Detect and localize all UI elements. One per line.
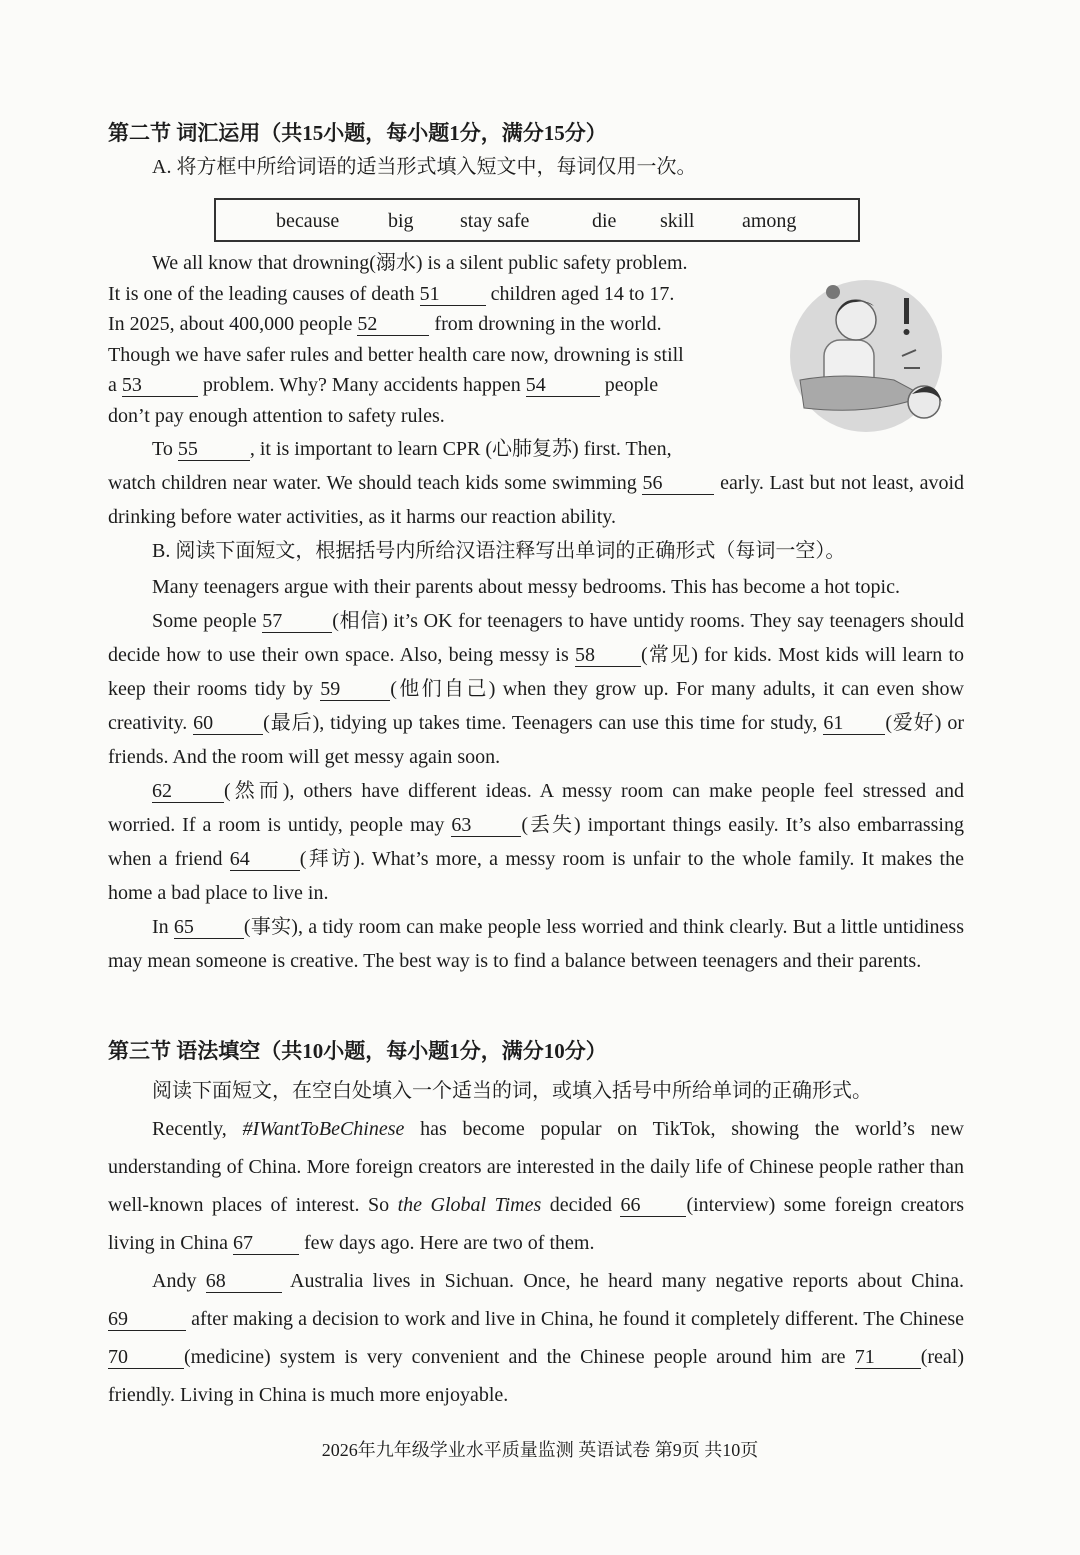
- section-3-para-1: Recently, #IWantToBeChinese has become popular on TikTok, showing the world’s new understanding of China. More foreign creators are interested in the daily life of Chinese people rather than well-known places of interest. So the Global Times decided 66 (interview) some foreign creators living in China 67 few days ago. Here are two of them.: [108, 1118, 965, 1254]
- part-b-para-4: In 65 (事实), a tidy room can make people less worried and think clearly. But a little untidiness may mean someone is creative. The best way is to find a balance between teenagers and their parents.: [108, 916, 965, 972]
- blank-60[interactable]: 60: [193, 712, 263, 735]
- part-b-passage: [108, 570, 964, 978]
- page-footer: 2026年九年级学业水平质量监测 英语试卷 第9页 共10页: [321, 1440, 759, 1460]
- blank-71[interactable]: 71: [855, 1346, 921, 1369]
- blank-68[interactable]: 68: [206, 1270, 282, 1293]
- part-b-instruction: B. 阅读下面短文，根据括号内所给汉语注释写出单词的正确形式（每词一空）。: [152, 540, 846, 562]
- word-big: big: [388, 210, 414, 232]
- part-a-para-2: To 55 , it is important to learn CPR (心肺复苏) first. Then, watch children near water. We should teach kids some swimming 56 early. Last but not least, avoid drinking before water activities, as it harms our reaction ability.: [108, 438, 965, 528]
- blank-62[interactable]: 62: [152, 780, 224, 803]
- blank-66[interactable]: 66: [620, 1194, 686, 1217]
- word-box: [214, 198, 860, 242]
- blank-63[interactable]: 63: [451, 814, 521, 837]
- word-because: because: [276, 210, 340, 232]
- blank-61[interactable]: 61: [823, 712, 885, 735]
- blank-52[interactable]: 52: [357, 313, 429, 336]
- part-a-passage-bottom: [108, 432, 964, 534]
- part-a-instruction: A. 将方框中所给词语的适当形式填入短文中，每词仅用一次。: [152, 156, 697, 178]
- hashtag: #IWantToBeChinese: [242, 1118, 405, 1140]
- part-a-line-4: Though we have safer rules and better health care now, drowning is still: [108, 343, 684, 366]
- blank-56[interactable]: 56: [642, 472, 714, 495]
- part-b-para-2: Some people 57 (相信) it’s OK for teenagers to have untidy rooms. They say teenagers should decide how to use their own space. Also, being messy is 58 (常见) for kids. Most kids will learn to keep their rooms tidy by 59 (他们自己) when they grow up. For many adults, it can even show creativity. 60 (最后), tidying up takes time. Teenagers can use this time for study, 61 (爱好) or friends. And the room will get messy again soon.: [108, 610, 965, 768]
- part-a-line-3: In 2025, about 400,000 people 52 from drowning in the world.: [108, 313, 662, 335]
- blank-67[interactable]: 67: [233, 1232, 299, 1255]
- blank-64[interactable]: 64: [230, 848, 300, 871]
- section-3-title: 第三节 语法填空（共10小题，每小题1分，满分10分）: [108, 1039, 607, 1063]
- newspaper-name: the Global Times: [397, 1194, 542, 1216]
- exam-page: [108, 118, 965, 1406]
- part-b-para-1: Many teenagers argue with their parents about messy bedrooms. This has become a hot topic.: [152, 576, 900, 598]
- blank-54[interactable]: 54: [526, 374, 600, 397]
- section-2-title: 第二节 词汇运用（共15小题，每小题1分，满分15分）: [108, 121, 607, 145]
- blank-53[interactable]: 53: [122, 374, 198, 397]
- blank-58[interactable]: 58: [575, 644, 641, 667]
- blank-57[interactable]: 57: [262, 610, 332, 633]
- part-a-line-5: a 53 problem. Why? Many accidents happen 54 people: [108, 374, 659, 396]
- part-a-passage-top: [108, 248, 742, 431]
- word-among: among: [742, 210, 797, 232]
- blank-65[interactable]: 65: [174, 916, 244, 939]
- part-a-line-1: We all know that drowning(溺水) is a silent public safety problem.: [152, 252, 688, 274]
- blank-69[interactable]: 69: [108, 1308, 186, 1331]
- section-3-para-2: Andy 68 Australia lives in Sichuan. Once, he heard many negative reports about China. 69 after making a decision to work and live in China, he found it completely different. The Chinese 70 (medicine) system is very convenient and the Chinese people around him are 71 (real) friendly. Living in China is much more enjoyable.: [108, 1270, 965, 1406]
- section-3-instruction: 阅读下面短文，在空白处填入一个适当的词，或填入括号中所给单词的正确形式。: [152, 1080, 872, 1102]
- word-stay-safe: stay safe: [460, 210, 530, 232]
- blank-70[interactable]: 70: [108, 1346, 184, 1369]
- blank-59[interactable]: 59: [320, 678, 390, 701]
- word-die: die: [592, 210, 617, 232]
- blank-51[interactable]: 51: [420, 283, 486, 306]
- blank-55[interactable]: 55: [178, 438, 250, 461]
- section-3-passage: [108, 1110, 964, 1414]
- cpr-illustration: [784, 276, 944, 436]
- part-a-line-6: don’t pay enough attention to safety rules.: [108, 404, 445, 427]
- word-skill: skill: [660, 210, 695, 232]
- part-a-line-2: It is one of the leading causes of death 51 children aged 14 to 17.: [108, 282, 675, 305]
- part-b-para-3: 62 (然而), others have different ideas. A messy room can make people feel stressed and worried. If a room is untidy, people may 63 (丢失) important things easily. It’s also embarrassing when a friend 64 (拜访). What’s more, a messy room is unfair to the whole family. It makes the home a bad place to live in.: [108, 780, 964, 904]
